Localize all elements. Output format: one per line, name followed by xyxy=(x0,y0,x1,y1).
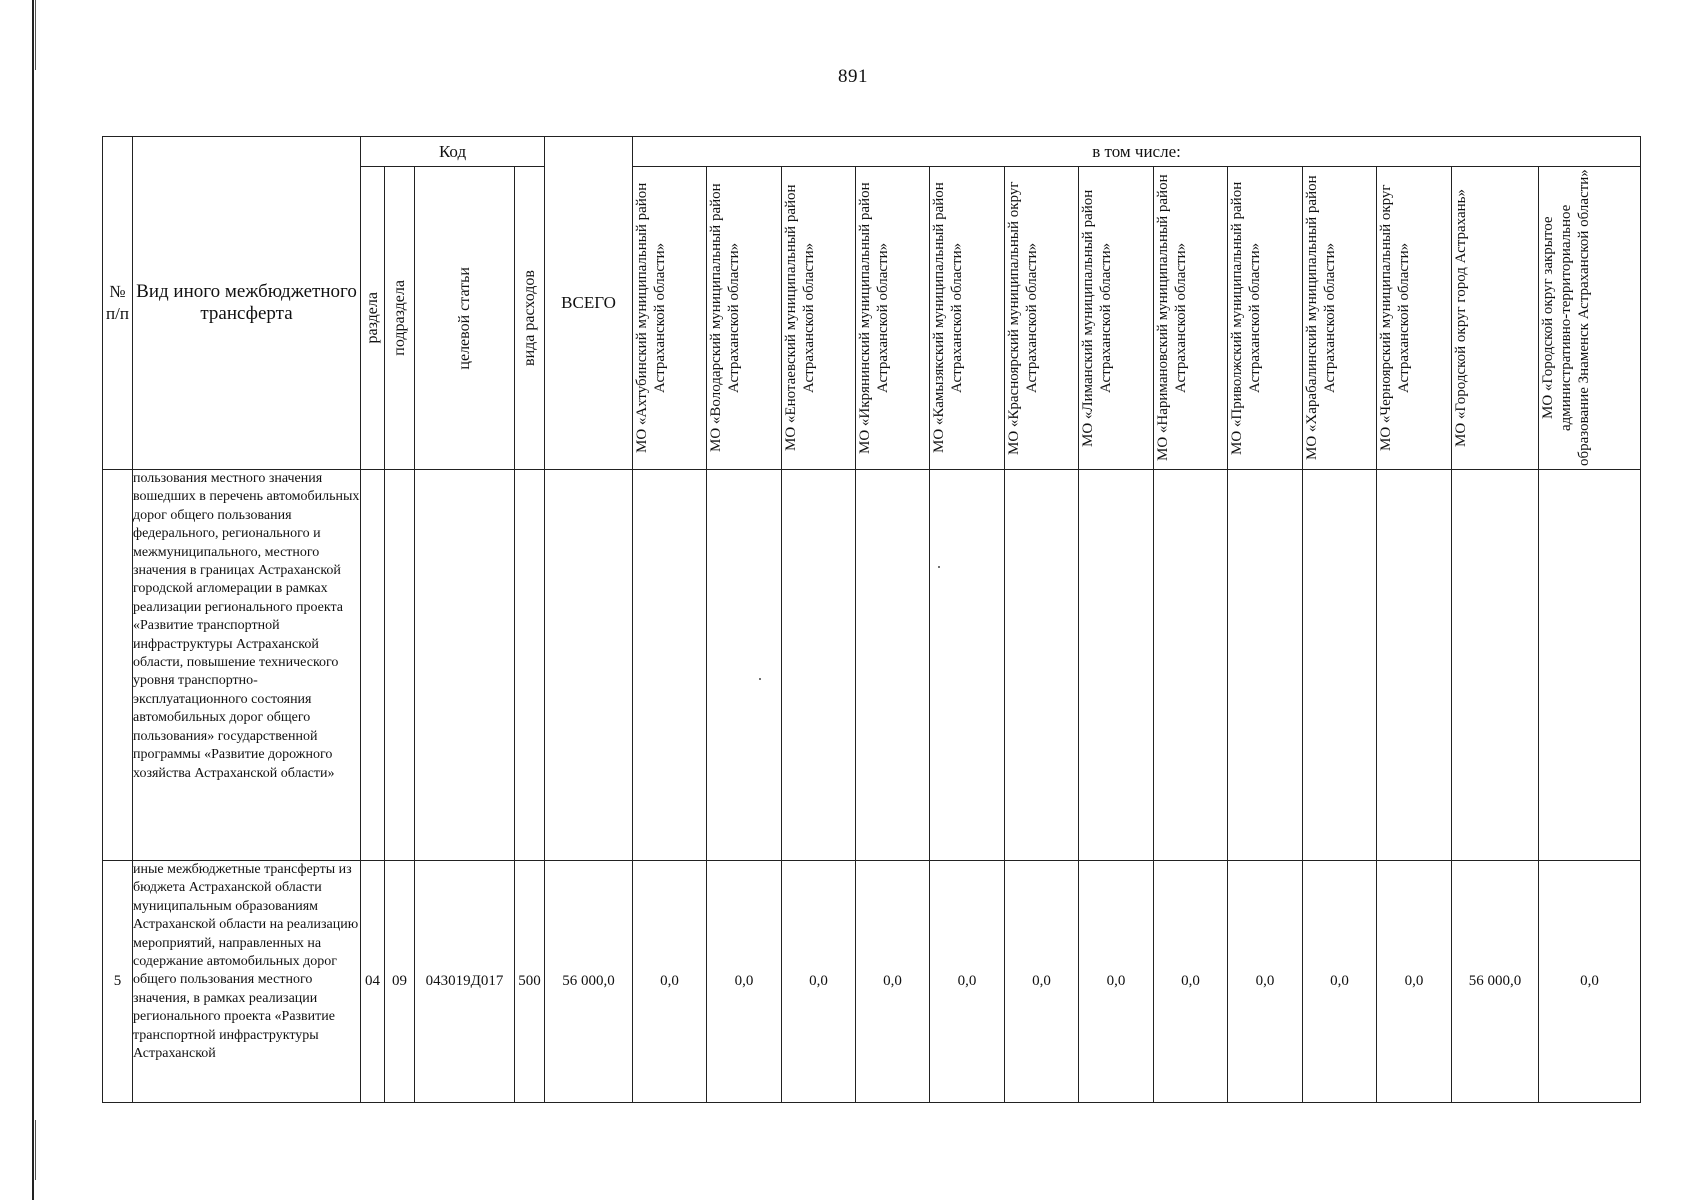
row-value xyxy=(707,470,782,861)
row-value: 0,0 xyxy=(930,861,1005,1103)
row-podrazdel: 09 xyxy=(385,861,415,1103)
header-mo-narimanovsky: МО «Наримановский муниципальный район Астраханской области» xyxy=(1154,167,1228,470)
row-razdel: 04 xyxy=(361,861,385,1103)
row-vid: 500 xyxy=(515,861,545,1103)
scan-speck xyxy=(759,678,761,680)
scan-speck xyxy=(938,566,940,568)
row-value xyxy=(1377,470,1452,861)
table-row xyxy=(103,861,1641,1103)
header-mo-znamensk: МО «Городской округ закрытое административно-территориальное образование Знаменск Астраханской области» xyxy=(1539,167,1641,470)
row-value xyxy=(1452,470,1539,861)
row-total xyxy=(545,470,633,861)
row-value: 0,0 xyxy=(1303,861,1377,1103)
header-mo-akhtubinsky: МО «Ахтубинский муниципальный район Астраханской области» xyxy=(633,167,707,470)
row-value: 56 000,0 xyxy=(1452,861,1539,1103)
row-total: 56 000,0 xyxy=(545,861,633,1103)
row-num: 5 xyxy=(103,861,133,1103)
row-value: 0,0 xyxy=(1154,861,1228,1103)
row-value xyxy=(1005,470,1079,861)
header-mo-astrakhan: МО «Городской округ город Астрахань» xyxy=(1452,167,1539,470)
row-value: 0,0 xyxy=(1377,861,1452,1103)
header-row-number: № п/п xyxy=(103,137,133,470)
row-value xyxy=(930,470,1005,861)
row-value: 0,0 xyxy=(1005,861,1079,1103)
header-vid-raskhodov: вида расходов xyxy=(515,167,545,470)
binding-margin-line xyxy=(32,0,34,1200)
header-mo-enotaevsky: МО «Енотаевский муниципальный район Астраханской области» xyxy=(782,167,856,470)
table-row xyxy=(103,470,1641,861)
header-mo-kharabalinsky: МО «Харабалинский муниципальный район Астраханской области» xyxy=(1303,167,1377,470)
header-podrazdel: подраздела xyxy=(385,167,415,470)
header-razdel: раздела xyxy=(361,167,385,470)
row-value: 0,0 xyxy=(1228,861,1303,1103)
header-code: Код xyxy=(361,137,545,167)
row-value: 0,0 xyxy=(707,861,782,1103)
header-mo-privolzhsky: МО «Приволжский муниципальный район Астраханской области» xyxy=(1228,167,1303,470)
row-value: 0,0 xyxy=(633,861,707,1103)
row-value xyxy=(782,470,856,861)
row-celevaya: 043019Д017 xyxy=(415,861,515,1103)
header-mo-ikryaninsky: МО «Икрянинский муниципальный район Астраханской области» xyxy=(856,167,930,470)
row-value xyxy=(633,470,707,861)
row-value: 0,0 xyxy=(782,861,856,1103)
row-value: 0,0 xyxy=(1079,861,1154,1103)
row-value xyxy=(1079,470,1154,861)
row-vid xyxy=(515,470,545,861)
header-mo-kamyzyaksky: МО «Камызякский муниципальный район Астраханской области» xyxy=(930,167,1005,470)
header-mo-limansky: МО «Лиманский муниципальный район Астраханской области» xyxy=(1079,167,1154,470)
row-razdel xyxy=(361,470,385,861)
page-number: 891 xyxy=(838,66,868,87)
row-value xyxy=(1154,470,1228,861)
header-transfer-type: Вид иного межбюджетного трансферта xyxy=(133,137,361,470)
header-celevaya-statya: целевой статьи xyxy=(415,167,515,470)
margin-tick xyxy=(35,0,36,70)
header-mo-chernoyarsky: МО «Черноярский муниципальный округ Астраханской области» xyxy=(1377,167,1452,470)
margin-tick xyxy=(35,1120,36,1180)
row-value xyxy=(1539,470,1641,861)
row-value xyxy=(1228,470,1303,861)
row-value xyxy=(856,470,930,861)
header-mo-krasnoyarsky: МО «Красноярский муниципальный округ Астраханской области» xyxy=(1005,167,1079,470)
header-total: ВСЕГО xyxy=(545,137,633,470)
row-description: иные межбюджетные трансферты из бюджета Астраханской области муниципальным образованиям Астраханской области на реализацию мероприятий, направленных на содержание автомобильных дорог общего пользования местного значения, в рамках реализации регионального проекта «Развитие транспортной инфраструктуры Астраханской xyxy=(133,861,361,1103)
row-description: пользования местного значения вошедших в перечень автомобильных дорог общего пользования федерального, регионального и межмуниципального, местного значения в границах Астраханской городской агломерации в рамках реализации регионального проекта «Развитие транспортной инфраструктуры Астраханской области, повышение технического уровня транспортно-эксплуатационного состояния автомобильных дорог общего пользования» государственной программы «Развитие дорожного хозяйства Астраханской области» xyxy=(133,470,361,861)
row-celevaya xyxy=(415,470,515,861)
budget-transfer-table xyxy=(102,136,1641,1103)
header-mo-volodarsky: МО «Володарский муниципальный район Астраханской области» xyxy=(707,167,782,470)
header-including: в том числе: xyxy=(633,137,1641,167)
row-podrazdel xyxy=(385,470,415,861)
row-value: 0,0 xyxy=(856,861,930,1103)
row-num xyxy=(103,470,133,861)
row-value: 0,0 xyxy=(1539,861,1641,1103)
row-value xyxy=(1303,470,1377,861)
